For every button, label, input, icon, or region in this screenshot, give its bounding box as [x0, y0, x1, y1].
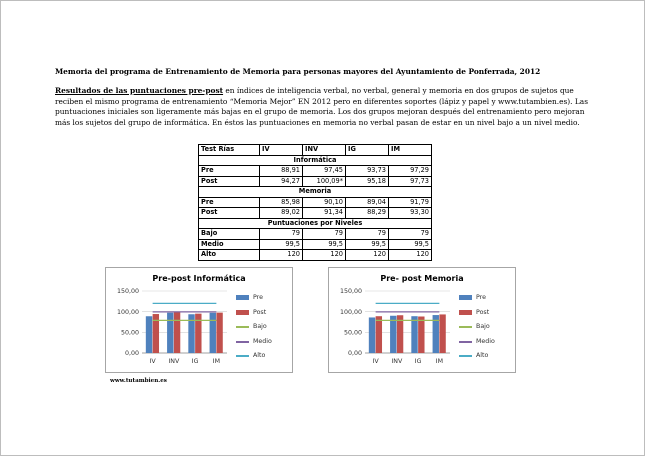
- table-cell: 99,5: [260, 239, 303, 250]
- scores-table: [198, 144, 432, 261]
- table-row: [199, 176, 432, 187]
- table-header-row: [199, 145, 432, 156]
- y-tick-label: 0,00: [124, 350, 139, 358]
- legend-label: Alto: [476, 352, 489, 359]
- table-cell: 93,30: [389, 208, 432, 219]
- table-row: [199, 229, 432, 240]
- table-cell: 97,73: [389, 176, 432, 187]
- table-section-title: Memoria: [199, 187, 432, 198]
- legend-label: Post: [476, 308, 490, 316]
- y-tick-label: 100,00: [339, 308, 362, 316]
- chart-memoria: [328, 267, 516, 373]
- table-cell: 95,18: [346, 176, 389, 187]
- table-cell: 85,98: [260, 197, 303, 208]
- table-cell: 88,29: [346, 208, 389, 219]
- table-cell: 88,91: [260, 166, 303, 177]
- legend-swatch: [459, 355, 472, 357]
- table-cell: 94,27: [260, 176, 303, 187]
- table-row-label: Alto: [199, 250, 260, 261]
- x-tick-label: IG: [414, 358, 422, 365]
- legend-label: Alto: [253, 352, 266, 359]
- x-tick-label: IV: [149, 358, 156, 365]
- x-tick-label: IM: [435, 358, 444, 365]
- table-cell: 91,79: [389, 197, 432, 208]
- x-tick-label: IM: [212, 358, 221, 365]
- table-row: [199, 239, 432, 250]
- table-header-cell: INV: [303, 145, 346, 156]
- table-row-label: Medio: [199, 239, 260, 250]
- results-paragraph: [55, 86, 600, 129]
- x-tick-label: IG: [191, 358, 199, 365]
- bar-pre: [411, 316, 417, 353]
- legend-swatch: [459, 326, 472, 328]
- y-tick-label: 150,00: [339, 288, 362, 296]
- table-row: [199, 250, 432, 261]
- chart-title: Pre- post Memoria: [380, 274, 464, 283]
- table-section-row: [199, 155, 432, 166]
- y-tick-label: 0,00: [347, 350, 362, 358]
- table-cell: 99,5: [346, 239, 389, 250]
- legend-swatch: [236, 310, 249, 315]
- legend-swatch: [459, 295, 472, 300]
- legend-swatch: [459, 341, 472, 343]
- bar-post: [174, 312, 180, 353]
- x-tick-label: INV: [168, 358, 180, 365]
- table-cell: 79: [389, 229, 432, 240]
- table-row: [199, 166, 432, 177]
- bar-pre: [210, 313, 216, 353]
- table-cell: 89,04: [346, 197, 389, 208]
- table-row-label: Pre: [199, 166, 260, 177]
- table-cell: 90,10: [303, 197, 346, 208]
- document-title: Memoria del programa de Entrenamiento de Memoria para personas mayores del Ayuntamiento de Ponferrada, 2012: [55, 67, 541, 76]
- table-cell: 120: [260, 250, 303, 261]
- table-cell: 120: [389, 250, 432, 261]
- table-cell: 97,45: [303, 166, 346, 177]
- legend-label: Bajo: [253, 323, 267, 330]
- bar-post: [439, 314, 445, 353]
- footer-url: www.tutambien.es: [110, 378, 167, 384]
- table-cell: 91,34: [303, 208, 346, 219]
- legend-swatch: [236, 341, 249, 343]
- table-section-title: Puntuaciones por Niveles: [199, 218, 432, 229]
- legend-label: Post: [253, 308, 267, 316]
- legend-swatch: [236, 295, 249, 300]
- y-tick-label: 150,00: [116, 288, 139, 296]
- table-cell: 120: [303, 250, 346, 261]
- x-tick-label: INV: [391, 358, 403, 365]
- chart-title: Pre-post Informática: [152, 274, 246, 283]
- bar-pre: [390, 316, 396, 353]
- table-row-label: Pre: [199, 197, 260, 208]
- table-cell: 79: [260, 229, 303, 240]
- table-header-cell: IG: [346, 145, 389, 156]
- table-cell: 89,02: [260, 208, 303, 219]
- bar-pre: [369, 317, 375, 353]
- legend-label: Pre: [476, 294, 487, 301]
- table-row: [199, 197, 432, 208]
- y-tick-label: 100,00: [116, 308, 139, 316]
- results-body: en índices de inteligencia verbal, no verbal, general y memoria en dos grupos de sujetos que reciben el mismo programa de entrenamiento “Memoria Mejor” EN 2012 pero en diferentes soportes (lápiz y papel y www.tutambien.es). Las puntuaciones iniciales son ligeramente más bajas en el grupo de memoria. Los dos grupos mejoran después del entrenamiento pero mejoran más los sujetos del grupo de informática. En éstos las puntuaciones en memoria no verbal pasan de estar en un nivel bajo a un nivel medio.: [55, 86, 588, 128]
- legend-label: Bajo: [476, 323, 490, 330]
- table-cell: 79: [303, 229, 346, 240]
- table-section-row: [199, 187, 432, 198]
- bar-post: [418, 317, 424, 353]
- table-cell: 93,73: [346, 166, 389, 177]
- table-row-label: Bajo: [199, 229, 260, 240]
- bar-post: [376, 316, 382, 353]
- bar-post: [195, 314, 201, 353]
- table-cell: 97,29: [389, 166, 432, 177]
- bar-pre: [167, 313, 173, 353]
- results-lead: Resultados de las puntuaciones pre-post: [55, 86, 224, 95]
- table-section-title: Informática: [199, 155, 432, 166]
- table-row-label: Post: [199, 176, 260, 187]
- y-tick-label: 50,00: [343, 329, 362, 337]
- table-row-label: Post: [199, 208, 260, 219]
- bar-pre: [146, 316, 152, 353]
- table-header-cell: IM: [389, 145, 432, 156]
- legend-label: Medio: [253, 337, 272, 345]
- chart-informatica: [105, 267, 293, 373]
- table-cell: 99,5: [389, 239, 432, 250]
- table-header-cell: IV: [260, 145, 303, 156]
- table-cell: 99,5: [303, 239, 346, 250]
- y-tick-label: 50,00: [120, 329, 139, 337]
- table-cell: 120: [346, 250, 389, 261]
- table-row: [199, 208, 432, 219]
- legend-swatch: [236, 355, 249, 357]
- table-cell: 100,09*: [303, 176, 346, 187]
- legend-label: Medio: [476, 337, 495, 345]
- legend-swatch: [459, 310, 472, 315]
- legend-swatch: [236, 326, 249, 328]
- bar-post: [216, 313, 222, 353]
- table-header-cell: Test Rías: [199, 145, 260, 156]
- legend-label: Pre: [253, 294, 264, 301]
- table-section-row: [199, 218, 432, 229]
- table-cell: 79: [346, 229, 389, 240]
- x-tick-label: IV: [372, 358, 379, 365]
